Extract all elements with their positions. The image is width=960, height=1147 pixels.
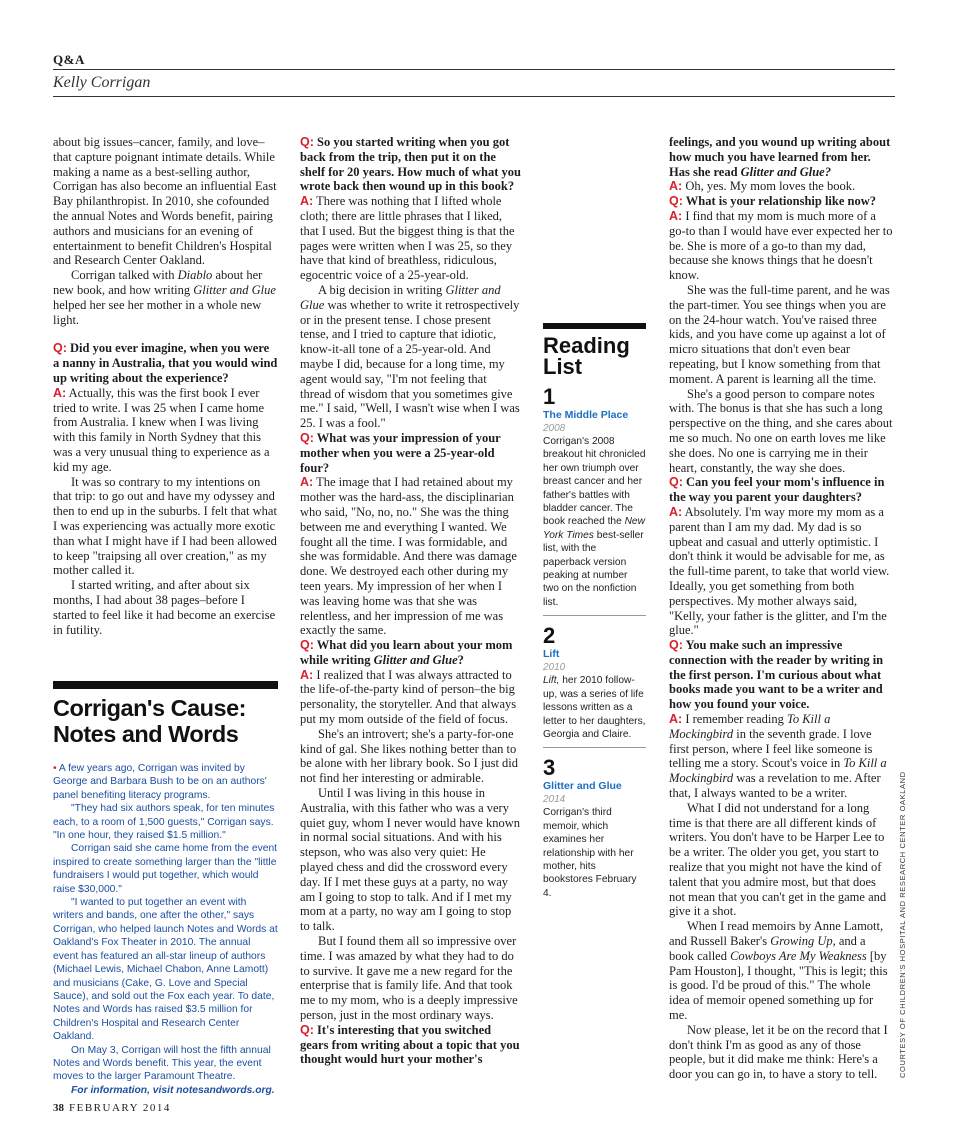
item-number: 2 (543, 623, 556, 649)
sidebar-paragraph: Corrigan said she came home from the event inspired to create something larger than the "little fundraisers I would put together, which would raise $30,000." (53, 843, 278, 895)
answer-paragraph: I started writing, and after about six months, I had about 38 pages–before I started to feel like it had become an exercise in futility. (53, 578, 276, 637)
column-2 (300, 135, 521, 1067)
list-item (543, 624, 646, 748)
reading-list-bar (543, 323, 646, 329)
answer-paragraph: Until I was living in this house in Australia, with this father who was a very quiet guy, whom I never would have known in normal social situations. And with his stepson, who was also very quiet: He played chess and did the crossword every day. If I met these guys at a party, no way am I going to stop to talk. And if I met my mom at a party, no way am I going to stop to talk. (300, 786, 520, 934)
sidebar-paragraph: • A few years ago, Corrigan was invited by George and Barbara Bush to be on an authors' panel benefiting literacy programs. (53, 763, 267, 801)
answer: A: Actually, this was the first book I ever tried to write. I was 25 when I came home from Australia. I knew when I was living with this family in North Sydney that this was a very unusual thing to experience as a kid my age. (53, 385, 270, 474)
sidebar-paragraph: "I wanted to put together an event with writers and bands, one after the other," says Corrigan, who helped launch Notes and Words at Oakland's Fox Theater in 2010. The annual event has featured an all-star lineup of authors (Michael Lewis, Michael Chabon, Anne Lamott) and musicians (Cake, G. Love and Special Sauce), and sold out the Fox each year. To date, Notes and Words has raised $3.5 million for Children's Hospital and Research Center Oakland. (53, 897, 278, 1043)
question: Q: What did you learn about your mom while writing Glitter and Glue? (300, 638, 513, 667)
book-title: The Middle Place (543, 409, 629, 421)
item-number: 3 (543, 755, 556, 781)
answer: A: The image that I had retained about my mother was the hard-ass, the disciplinarian who said, "No, no, no." She was the thing between me and everything I wanted. We fought all the time. I was formidable, and she was formidable. And there was damage done. We destroyed each other during my teen years. My impression of her when I was leaving home was that she was relentless, and her impression of me was exactly the same. (300, 475, 517, 638)
reading-list-title: Reading List (543, 333, 630, 379)
sidebar-info-link: For information, visit notesandwords.org. (71, 1084, 275, 1096)
answer: A: I find that my mom is much more of a go-to than I would have ever expected her to be. She is more of a go-to than my dad, because she knows things that he doesn't know. (669, 208, 893, 283)
answer-paragraph: But I found them all so impressive over time. I was amazed by what they had to do to survive. It gave me a new regard for the enterprise that is family life. And that took me to my mom, who is a deeply impressive person, just in the most ordinary ways. (300, 934, 518, 1023)
interviewee-name: Kelly Corrigan (53, 74, 151, 91)
list-item (543, 385, 646, 616)
page-footer (53, 1102, 171, 1114)
cause-sidebar (53, 681, 278, 1097)
page-number: 38 (53, 1102, 64, 1114)
question: Q: You make such an impressive connection with the reader by writing in the first person. I'm curious about what books made you want to be a writer and how you found your voice. (669, 638, 884, 712)
answer-paragraph: Now please, let it be on the record that I don't think I'm as good as any of those people, but it did make me think: Here's a door you can go in, to have a story to tell. (669, 1022, 888, 1082)
answer: A: I remember reading To Kill a Mockingbird in the seventh grade. I love first person, where I feel like someone is telling me a story. Scout's voice in To Kill a Mockingbird was a revelation to me. After that, I always wanted to be a writer. (669, 712, 887, 801)
question: Q: What was your impression of your mother when you were a 25-year-old four? (300, 430, 501, 475)
question: feelings, and you wound up writing about how much you have learned from her. Has she read Glitter and Glue? (669, 135, 891, 179)
book-description: Corrigan's 2008 breakout hit chronicled her own triumph over breast cancer and her father's battles with bladder cancer. The book reached the New York Times best-seller list, with the paperback version peaking at number two on the nonfiction list. (543, 436, 646, 608)
issue-date: FEBRUARY 2014 (69, 1102, 171, 1114)
answer: A: Absolutely. I'm way more my mom as a parent than I am my dad. My dad is so upbeat and casual and utterly optimistic. I don't think it would be advisable for me, as the full-time parent, to take that world view. Ideally, you get something from both perspectives. My mother always said, "Kelly, your father is the glitter, and I'm the glue." (669, 504, 890, 638)
column-1 (53, 135, 278, 637)
reading-list (543, 323, 646, 906)
book-description: Lift, her 2010 follow-up, was a series of life lessons written as a letter to her daughters, Georgia and Claire. (543, 675, 646, 740)
question: Q: Can you feel your mom's influence in the way you parent your daughters? (669, 475, 885, 505)
answer-paragraph: She was the full-time parent, and he was the part-timer. You see things when you are on the 24-hour watch. You've raised three kids, and you have come up against a lot of micro situations that don't even bear repeating, but I know something from that moment. A parent is learning all the time. (669, 282, 890, 386)
column-4 (669, 135, 893, 1082)
list-item (543, 756, 646, 906)
intro-paragraph-2: Corrigan talked with Diablo about her new book, and how writing Glitter and Glue helped her see her mother in a whole new light. (53, 268, 276, 327)
photo-credit: COURTESY OF CHILDREN'S HOSPITAL AND RESEARCH CENTER OAKLAND (898, 771, 907, 1078)
answer-paragraph: A big decision in writing Glitter and Glue was whether to write it retrospectively or in the present tense. I chose present tense, and I tried to capture that idiotic, know-it-all tone of a 25-year-old. And maybe I did, because for a long time, my agent would say, "I'm not feeling that thread of wisdom that you sometimes give me." I said, "Well, I wasn't wise when I was 25. I was a fool." (300, 282, 520, 431)
sidebar-body (53, 762, 278, 1097)
question: Q: So you started writing when you got back from the trip, then put it on the shelf for 20 years. How much of what you wrote back then wound up in this book? (300, 135, 521, 194)
question: Q: Did you ever imagine, when you were a nanny in Australia, that you would wind up writing about the experience? (53, 341, 278, 385)
book-description: Corrigan's third memoir, which examines her relationship with her mother, hits bookstores February 4. (543, 807, 637, 899)
answer-paragraph: It was so contrary to my intentions on that trip: to go out and have my odyssey and then to end up in the suburbs. I felt that what I was experiencing was actually more exotic than what I might have if I had been allowed to keep "traipsing all over creation," as my mother called it. (53, 474, 277, 578)
answer-paragraph: What I did not understand for a long time is that there are all different kinds of writers. You don't have to be Harper Lee to be a writer. The older you get, you start to realize that you might not have the kind of talent that you admire most, but that does not mean that you can't get in the game and give it a shot. (669, 800, 887, 919)
header-rule-bottom (53, 96, 895, 97)
question: Q: What is your relationship like now? (669, 194, 876, 209)
book-year: 2010 (543, 662, 566, 674)
answer-paragraph: When I read memoirs by Anne Lamott, and Russell Baker's Growing Up, and a book called Cowboys Are My Weakness [by Pam Houston], I thought, "This is legit; this is good. I'd be proud of this." The whole idea of memoir opened something up for me. (669, 919, 888, 1023)
item-number: 1 (543, 384, 556, 409)
book-title: Glitter and Glue (543, 780, 622, 793)
answer-paragraph: She's an introvert; she's a party-for-one kind of gal. She likes nothing better than to be alone with her library book. So I just did not find her interesting or admirable. (300, 726, 519, 786)
book-year: 2014 (543, 794, 566, 806)
intro-paragraph: about big issues–cancer, family, and love–that capture poignant intimate details. While making a name as a best-selling author, Corrigan has also become an influential East Bay philanthropist. In 2010, she cofounded the annual Notes and Words benefit, pairing authors and musicians for an evening of entertainment to benefit Children's Hospital and Research Center Oakland. (53, 135, 277, 268)
sidebar-bar (53, 681, 278, 689)
section-label: Q&A (53, 52, 85, 67)
answer: A: I realized that I was always attracted to the life-of-the-party kind of person–the big personality, the storyteller. And that always put my mom outside of the field of focus. (300, 667, 517, 727)
book-year: 2008 (543, 423, 566, 434)
page-header (53, 52, 895, 91)
header-rule-top (53, 69, 895, 70)
book-title: Lift (543, 648, 560, 661)
answer: A: There was nothing that I lifted whole cloth; there are little phrases that I liked, that I used. But the biggest thing is that the pages were written when I was 25, so they have that kind of breathless, ridiculous, egocentric voice of a 25-year-old. (300, 194, 515, 283)
sidebar-paragraph: "They had six authors speak, for ten minutes each, to a room of 1,500 guests," Corrigan says. "In one hour, they raised $1.5 million." (53, 803, 275, 842)
sidebar-title: Corrigan's Cause: Notes and Words (53, 695, 246, 747)
answer-paragraph: She's a good person to compare notes with. The bonus is that she has such a long perspective on the thing, and she cares about me so much. No one on earth loves me like she does. No one is carrying me in their heart, constantly, the way she does. (669, 386, 893, 475)
answer: A: Oh, yes. My mom loves the book. (669, 179, 856, 194)
sidebar-paragraph: On May 3, Corrigan will host the fifth annual Notes and Words benefit. This year, the event moves to the larger Paramount Theatre. (53, 1044, 271, 1083)
question: Q: It's interesting that you switched gears from writing about a topic that you thought would hurt your mother's (300, 1022, 520, 1067)
